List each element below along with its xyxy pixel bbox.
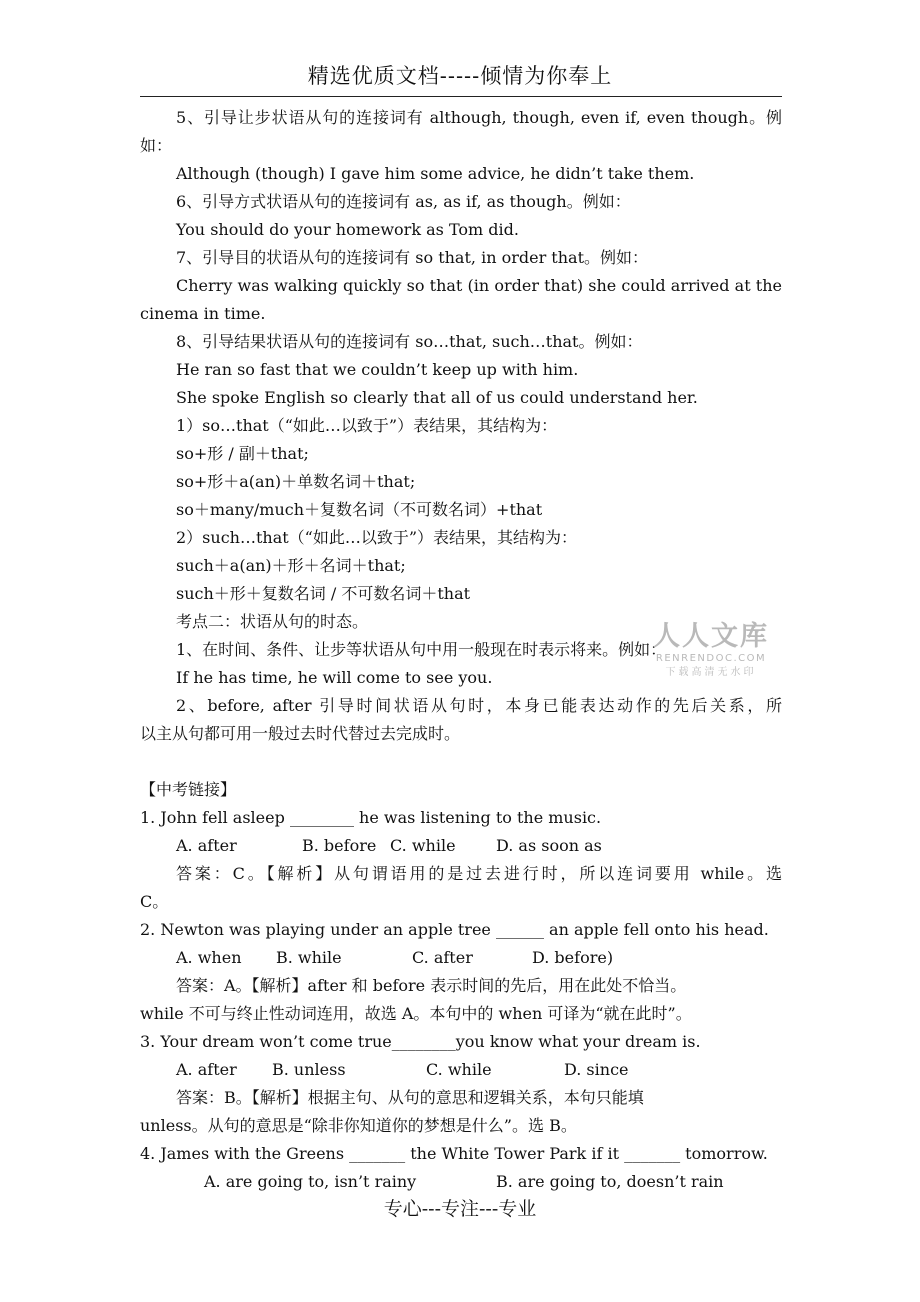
option: B. before — [302, 836, 377, 855]
rule-formula: such＋形＋复数名词 / 不可数名词＋that — [176, 584, 471, 603]
example-sentence: She spoke English so clearly that all of us could understand her. — [176, 388, 698, 407]
question-options — [140, 1168, 782, 1196]
option: D. as soon as — [496, 836, 602, 855]
question-stem: 4. James with the Greens _______ the White Tower Park if it _______ tomorrow. — [140, 1144, 768, 1163]
example-sentence: Cherry was walking quickly so that (in order that) she could arrived at the — [176, 276, 782, 295]
answer-explanation: 答案：C。【解析】从句谓语用的是过去进行时，所以连词要用 while。选 — [176, 864, 782, 883]
watermark-logo — [648, 622, 774, 680]
answer-explanation: unless。从句的意思是“除非你知道你的梦想是什么”。选 B。 — [140, 1116, 577, 1135]
option: A. are going to, isn’t rainy — [204, 1172, 417, 1191]
body-line: 如： — [140, 136, 173, 155]
option: A. after — [176, 836, 237, 855]
answer-explanation: 答案：A。【解析】after 和 before 表示时间的先后，用在此处不恰当。 — [176, 976, 687, 995]
watermark-slogan: 下载高清无水印 — [665, 667, 757, 678]
body-line: 7、引导目的状语从句的连接词有 so that, in order that。例如： — [176, 248, 649, 267]
body-line: 1、在时间、条件、让步等状语从句中用一般现在时表示将来。例如： — [176, 640, 667, 659]
body-line: 5、引导让步状语从句的连接词有 although, though, even if, even though。例 — [176, 108, 782, 127]
rule-formula: so＋many/much＋复数名词（不可数名词）+that — [176, 500, 543, 519]
body-line: 6、引导方式状语从句的连接词有 as, as if, as though。例如： — [176, 192, 631, 211]
body-line: 2、before, after 引导时间状语从句时，本身已能表达动作的先后关系，所 — [176, 696, 782, 715]
option: C. while — [390, 836, 456, 855]
option: C. after — [412, 948, 473, 967]
option: A. after — [176, 1060, 237, 1079]
question-options — [140, 1056, 782, 1084]
section-title: 【中考链接】 — [140, 780, 237, 799]
rule-formula: so+形＋a(an)＋单数名词＋that; — [176, 472, 416, 491]
rule-heading: 2）such…that（“如此…以致于”）表结果，其结构为： — [176, 528, 578, 547]
answer-explanation: while 不可与终止性动词连用，故选 A。本句中的 when 可译为“就在此时”。 — [140, 1004, 692, 1023]
question-options — [140, 832, 782, 860]
answer-explanation: C。 — [140, 892, 169, 911]
option: D. since — [564, 1060, 629, 1079]
page-header: 精选优质文档-----倾情为你奉上 — [307, 64, 613, 88]
topic-heading: 考点二：状语从句的时态。 — [176, 612, 369, 631]
body-line: 8、引导结果状语从句的连接词有 so…that, such…that。例如： — [176, 332, 643, 351]
rule-formula: such＋a(an)＋形＋名词＋that; — [176, 556, 406, 575]
option: C. while — [426, 1060, 492, 1079]
option: B. are going to, doesn’t rain — [496, 1172, 724, 1191]
example-sentence: You should do your homework as Tom did. — [176, 220, 519, 239]
body-line: 以主从句都可用一般过去时代替过去完成时。 — [140, 724, 461, 743]
rule-formula: so+形 / 副＋that; — [176, 444, 309, 463]
watermark-url: RENRENDOC.COM — [655, 653, 767, 664]
watermark-title: 人人文库 — [653, 621, 769, 652]
question-options — [140, 944, 782, 972]
option: D. before) — [532, 948, 614, 967]
header-divider — [140, 96, 782, 97]
option: B. while — [276, 948, 342, 967]
option: A. when — [176, 948, 242, 967]
example-sentence: He ran so fast that we couldn’t keep up with him. — [176, 360, 579, 379]
question-stem: 2. Newton was playing under an apple tree ______ an apple fell onto his head. — [140, 920, 769, 939]
answer-explanation: 答案：B。【解析】根据主句、从句的意思和逻辑关系，本句只能填 — [176, 1088, 644, 1107]
page-footer: 专心---专注---专业 — [383, 1198, 537, 1220]
option: B. unless — [272, 1060, 346, 1079]
example-sentence: cinema in time. — [140, 304, 266, 323]
example-sentence: If he has time, he will come to see you. — [176, 668, 493, 687]
example-sentence: Although (though) I gave him some advice, he didn’t take them. — [176, 164, 695, 183]
question-stem: 1. John fell asleep ________ he was listening to the music. — [140, 808, 602, 827]
question-stem: 3. Your dream won’t come true________you know what your dream is. — [140, 1032, 701, 1051]
spacer — [140, 748, 782, 776]
rule-heading: 1）so…that（“如此…以致于”）表结果，其结构为： — [176, 416, 558, 435]
